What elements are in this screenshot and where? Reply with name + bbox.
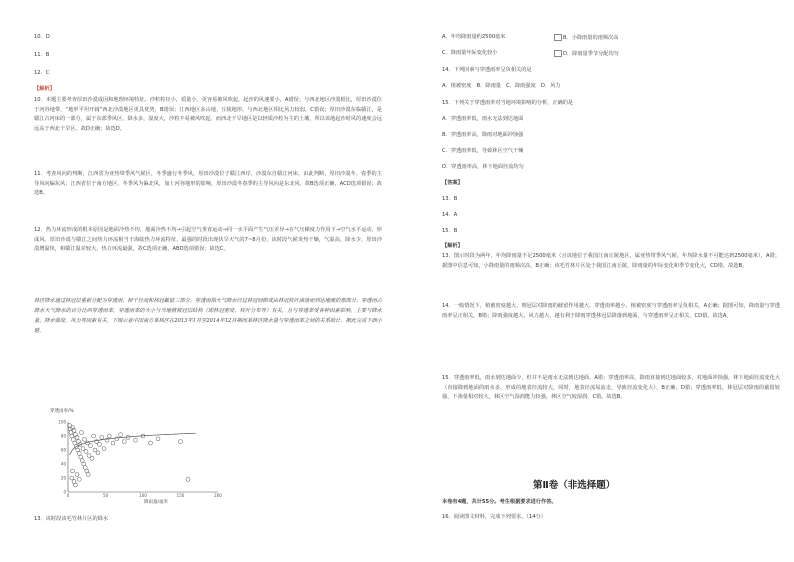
answer-12: 12．C [34, 70, 50, 76]
reading-material: 林区降水通过林冠层重新分配为穿透雨，树干径流和林冠截留三部分。穿透雨指大气降水经过林冠间隙或由林冠枝叶滴落而到达地面的那部分。穿透雨占降水大气降水的百分比叫穿透雨率，穿透雨率的大小与当地植被冠层结构（即林冠密度、枝叶分布等）有关，且与穿透率受各种因素影响，主要与降水量、降水强度、风力等因素有关。下图示意中国南方某林区在2013年1月至2014年12月期间某林区降水量与穿透雨率之间的关系统计。据此完成下面小题。 [34, 298, 382, 334]
data-point [115, 437, 119, 441]
data-point [74, 483, 78, 487]
data-point [111, 441, 115, 445]
answer-14: 14．A [442, 212, 458, 218]
analysis-tag-right: 【解析】 [442, 243, 463, 249]
analysis-11: 11．考查风向的判断，江西省为亚热带季风气候区，冬季盛行冬季风，厚田沙漠位于赣江西岸，沙漠东自赣江河床，由此判断，厚田沙漠冬、春季的主导风向偏东风；江西省位于南方地区，冬季风为偏北风，加上河谷地形的影响，厚田沙漠冬春季的主导风向是东北风，故B选项正确，ACD选项错误；故选B。 [34, 171, 382, 197]
answer-13: 13．B [442, 196, 458, 202]
analysis-15: 15．穿透雨率低，雨水到达地面少，但并不是雨水无法到达地面，A错；穿透雨率高，降雨直接到达地面较多，对地面冲蚀强，林下地面径流变化大（直接降到地面的雨水多，形成的地表径流较大，同时，地表径流易流走，导致径流变化大），B正确，D错；穿透雨率低，林冠层对降雨的截留较强，下渗量相对较大，林区空气湿润能力较强，林区空气较湿润，C错。故选B。 [442, 375, 780, 401]
analysis-tag: 【解析】 [34, 86, 55, 92]
y-tick-label: 60 [60, 447, 66, 453]
data-point [119, 433, 123, 437]
part-note: 本卷有4题，共计55分。考生根据要求进行作答。 [442, 499, 557, 505]
q13-option-a: A．年均降雨量约2500毫米 [442, 34, 506, 40]
answer-15: 15．B [442, 228, 458, 234]
x-tick-label: 50 [102, 493, 109, 498]
data-point [89, 444, 93, 448]
analysis-13: 13．图示时段为两年，年均降雨量不足2500毫米（且该地位于我国江南丘陵地区，属亚热带季风气候，年均降水量不可能达到2500毫米），A错；据图中信息可知，小降雨量的雨频次高，B正确；该毛竹林片区处于我国江南丘陵，降雨量的年际变化和季节变化大，CD错。故选B。 [442, 253, 780, 269]
data-point [98, 442, 102, 446]
y-axis-label: 穿透雨率/% [50, 409, 74, 414]
y-tick-label: 100 [58, 419, 66, 425]
x-axis-label: 降雨量/毫米 [144, 500, 169, 505]
data-point [71, 469, 75, 473]
q14-options: A．植被密度 B．降雨量 C．降雨强度 D．风力 [442, 83, 561, 89]
analysis-12: 12．热力环流形成的根本原因是地面冷热不均，地面冷热不均→引起空气垂直运动→同一水平面产生气压差异→在气压梯度力作用下→空气水平运动，形成风。厚田沙漠与赣江之间热力环流相当于海陆热力环流特征，最强的时段出现伏旱天气的7~8月份，该时段气候炎热干燥，气温高，降水少，厚田沙漠增温快，和赣江温差较大，热力环流最强，故C选项正确，ABD选项错误；故选C。 [34, 227, 382, 253]
data-point [122, 440, 126, 444]
x-tick-label: 150 [176, 493, 185, 498]
x-tick-label: 100 [139, 493, 147, 498]
x-tick-label: 200 [214, 493, 222, 498]
answer-10: 10．D [34, 34, 50, 40]
y-tick-label: 40 [60, 461, 66, 467]
data-point [102, 447, 106, 451]
data-point [75, 473, 79, 477]
x-tick-label: 0 [66, 493, 70, 498]
chart-points [68, 424, 191, 488]
scatter-chart [46, 404, 246, 504]
data-point [107, 434, 111, 438]
left-column [34, 0, 394, 562]
part-title: 第Ⅱ卷（非选择题） [533, 480, 616, 491]
data-point [84, 449, 88, 453]
data-point [92, 434, 96, 438]
data-point [96, 451, 100, 455]
y-tick-label: 80 [60, 433, 66, 439]
q15-option-b: B．穿透雨率高，降雨对地面冲蚀强 [442, 132, 524, 138]
question-15: 15．下列关于穿透雨率对当地环境影响的分析，正确的是 [442, 100, 574, 106]
question-16: 16．阅读图文材料，完成下列要求。（14分） [442, 514, 546, 520]
data-point [134, 438, 138, 442]
answer-11: 11．B [34, 52, 50, 58]
analysis-14: 14．一般情况下，植被密度越大，则冠层对降雨的截留作用越大，穿透雨率越小，植被密度与穿透雨率呈负相关，A正确；据图可知，降雨量与穿透雨率呈正相关，B错；降雨强度越大、风力越大，越有利于降雨穿透林冠层降落到地面，与穿透雨率呈正相关，CD错。故选A。 [442, 303, 780, 319]
question-14: 14．下列因素与穿透雨率呈负相关的是 [442, 67, 532, 73]
data-point [70, 476, 74, 480]
y-tick-label: 0 [63, 489, 66, 495]
data-point [83, 438, 87, 442]
q13-option-d: D．降雨量季节分配均匀 [554, 50, 619, 58]
right-column [428, 0, 788, 562]
q15-option-c: C．穿透雨率低，导致林区空气干燥 [442, 148, 524, 154]
data-point [80, 431, 84, 435]
data-point [156, 437, 160, 441]
data-point [100, 435, 104, 439]
checkbox-icon [554, 34, 562, 41]
data-point [77, 477, 81, 481]
trend-line [70, 433, 196, 455]
checkbox-icon [554, 50, 562, 57]
analysis-10: 10．本题主要考查厚田沙漠成因和地理环境特征。沙粒粒径小，质量小，更容易被风吹起，起沙的风速要小，A错误；与西北地区沙漠相比，厚田沙漠位于河谷地带，“地形平坦开阔”西北沙漠地区更具优势，B错误；江西地区多山地、丘陵地形，与西北地区相比风力较弱，C错误；厚田沙漠东临赣江，是赣江古河床的一部分，属于东部季风区，降水多，湿度大，沙粒不易被风吹起，而西北干旱地区是以轻质沙粒为主的土壤，所以该地起沙时风的速度会远远高于西北干旱区。故D正确；故选D。 [34, 97, 382, 132]
q13-option-c: C．降雨量年际变化较小 [442, 50, 498, 56]
q15-option-a: A．穿透雨率低，雨水无法到达地面 [442, 116, 524, 122]
data-point [90, 456, 94, 460]
data-point [179, 440, 183, 444]
y-tick-label: 20 [60, 475, 66, 481]
answer-tag: 【答案】 [442, 180, 463, 186]
question-13: 13．该时段该毛竹林片区的降水 [34, 516, 109, 522]
q15-option-d: D．穿透雨率高，林下地面径流均匀 [442, 164, 524, 170]
data-point [86, 473, 90, 477]
data-point [186, 477, 190, 481]
data-point [149, 441, 153, 445]
q13-option-b: B．小降雨量的雨频次高 [554, 34, 618, 42]
